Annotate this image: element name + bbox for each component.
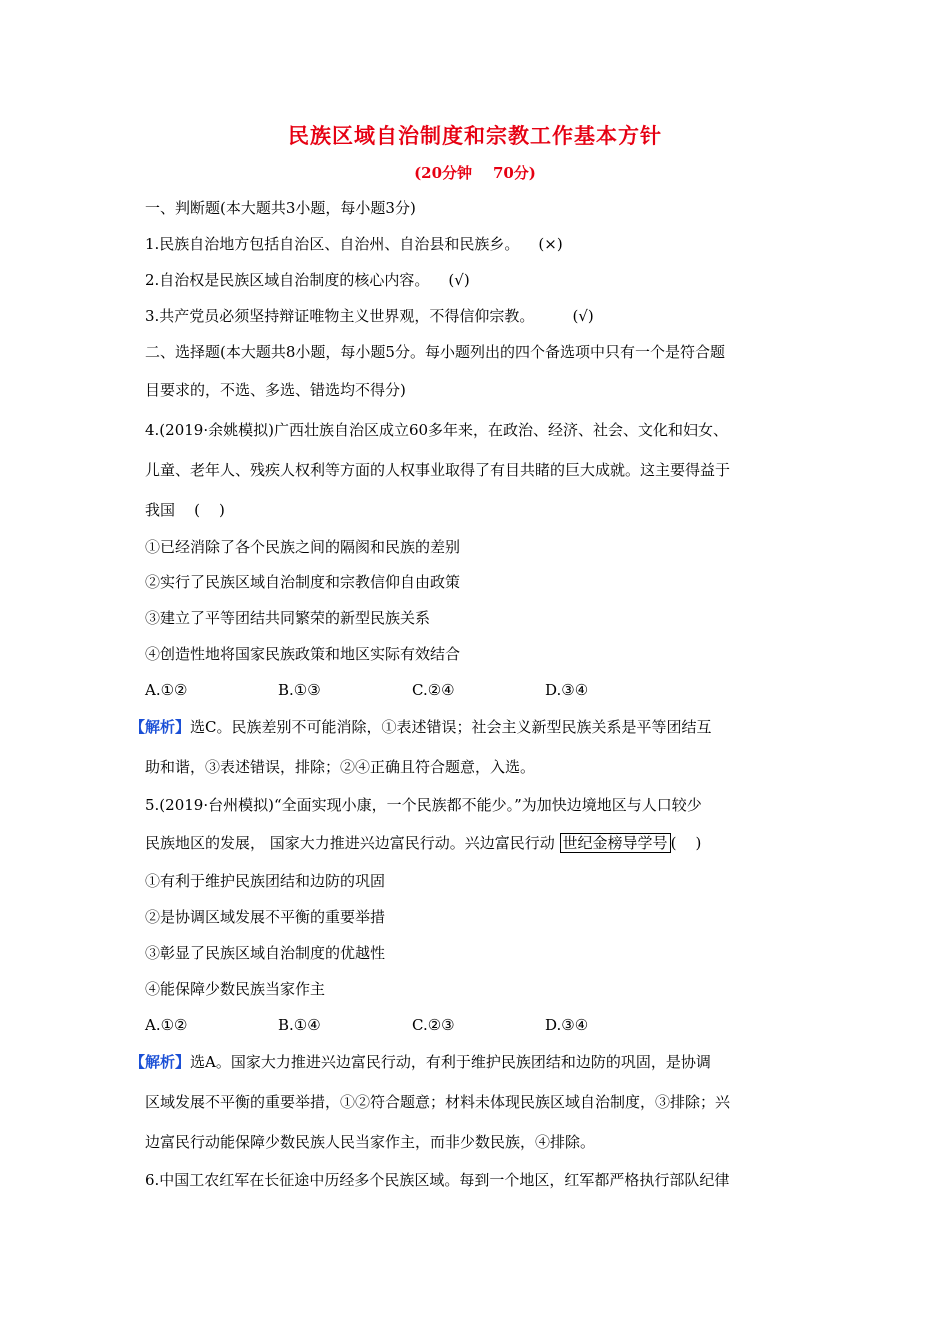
- judge-item-3: 3.共产党员必须坚持辩证唯物主义世界观，不得信仰宗教。 (√): [145, 307, 594, 325]
- judge-item-2: 2.自治权是民族区域自治制度的核心内容。 (√): [145, 271, 470, 289]
- q4-analysis-line2: 助和谐，③表述错误，排除；②④正确且符合题意，入选。: [145, 758, 536, 776]
- q4-stem-line2: 儿童、老年人、残疾人权利等方面的人权事业取得了有目共睹的巨大成就。这主要得益于: [145, 461, 731, 479]
- q5-stem-line1: 5.(2019·台州模拟)“全面实现小康，一个民族都不能少。”为加快边境地区与人口较少: [145, 796, 702, 814]
- analysis-tag: 【解析】: [130, 1053, 191, 1071]
- q5-analysis-line1: 【解析】选A。国家大力推进兴边富民行动，有利于维护民族团结和边防的巩固，是协调: [130, 1053, 711, 1071]
- q5-statement-3: ③彰显了民族区域自治制度的优越性: [145, 944, 386, 962]
- q6-stem-line1: 6.中国工农红军在长征途中历经多个民族区域。每到一个地区，红军都严格执行部队纪律: [145, 1171, 730, 1189]
- analysis-tag: 【解析】: [130, 718, 191, 736]
- q5-option-c: C.②③: [412, 1016, 455, 1034]
- q5-analysis-line2: 区域发展不平衡的重要举措，①②符合题意；材料未体现民族区域自治制度，③排除；兴: [145, 1093, 731, 1111]
- q4-stem-line3: 我国 ( ): [145, 501, 225, 519]
- q5-option-a: A.①②: [145, 1016, 188, 1034]
- q4-stem-line1: 4.(2019·余姚模拟)广西壮族自治区成立60多年来，在政治、经济、社会、文化和妇女、: [145, 421, 729, 439]
- section2-heading-line2: 目要求的，不选、多选、错选均不得分): [145, 381, 406, 399]
- q5-statement-1: ①有利于维护民族团结和边防的巩固: [145, 872, 386, 890]
- q4-statement-3: ③建立了平等团结共同繁荣的新型民族关系: [145, 609, 431, 627]
- q5-option-d: D.③④: [545, 1016, 589, 1034]
- q4-statement-4: ④创造性地将国家民族政策和地区实际有效结合: [145, 645, 461, 663]
- section2-heading-line1: 二、选择题(本大题共8小题，每小题5分。每小题列出的四个备选项中只有一个是符合题: [145, 343, 725, 361]
- q4-statement-2: ②实行了民族区域自治制度和宗教信仰自由政策: [145, 573, 461, 591]
- time-score-subtitle: (20分钟 70分): [414, 164, 536, 182]
- watermark-box: 世纪金榜导学号: [560, 833, 671, 853]
- q5-statement-4: ④能保障少数民族当家作主: [145, 980, 326, 998]
- q4-option-a: A.①②: [145, 681, 188, 699]
- q4-option-b: B.①③: [278, 681, 321, 699]
- q4-option-c: C.②④: [412, 681, 455, 699]
- q5-option-b: B.①④: [278, 1016, 321, 1034]
- q4-statement-1: ①已经消除了各个民族之间的隔阂和民族的差别: [145, 538, 461, 556]
- page-title: 民族区域自治制度和宗教工作基本方针: [288, 124, 662, 148]
- q5-stem-line2: 民族地区的发展， 国家大力推进兴边富民行动。兴边富民行动 世纪金榜导学号 ( ): [145, 834, 702, 852]
- q5-statement-2: ②是协调区域发展不平衡的重要举措: [145, 908, 386, 926]
- q4-option-d: D.③④: [545, 681, 589, 699]
- section1-heading: 一、判断题(本大题共3小题，每小题3分): [145, 199, 416, 217]
- judge-item-1: 1.民族自治地方包括自治区、自治州、自治县和民族乡。 (×): [145, 235, 563, 253]
- q4-analysis-line1: 【解析】选C。民族差别不可能消除，①表述错误；社会主义新型民族关系是平等团结互: [130, 718, 712, 736]
- q5-analysis-line3: 边富民行动能保障少数民族人民当家作主，而非少数民族，④排除。: [145, 1133, 596, 1151]
